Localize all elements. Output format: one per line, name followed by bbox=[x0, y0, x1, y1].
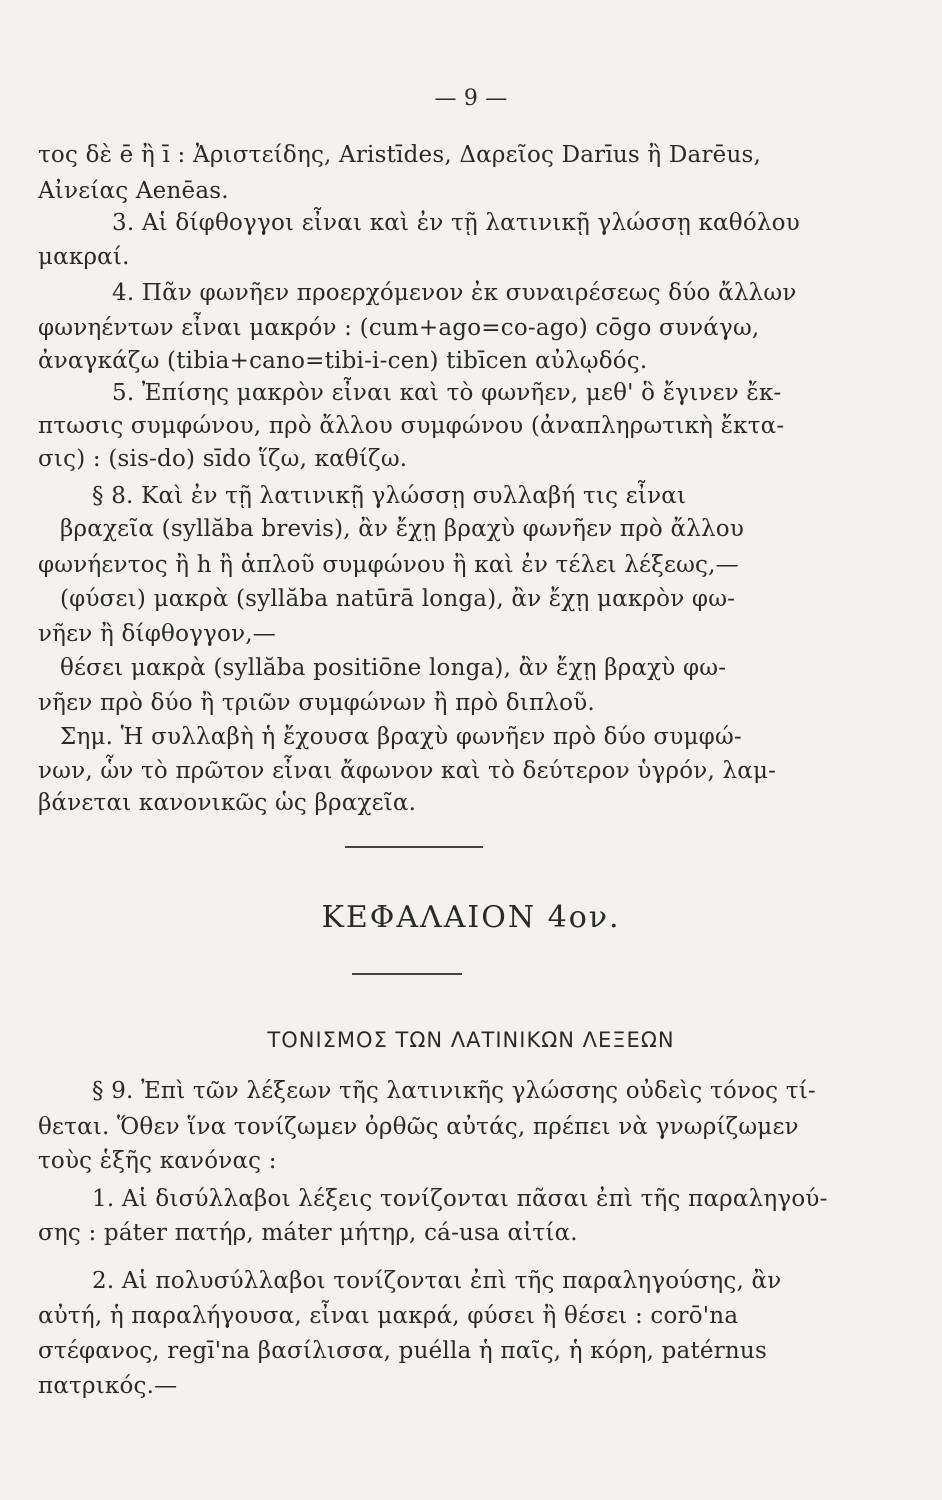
text-line: νῆεν πρὸ δύο ἢ τριῶν συμφώνων ἢ πρὸ διπλοῦ. bbox=[38, 690, 595, 716]
text-line: 2. Αἱ πολυσύλλαβοι τονίζονται ἐπὶ τῆς παραληγούσης, ἂν bbox=[92, 1268, 782, 1294]
text-line: 5. Ἐπίσης μακρὸν εἶναι καὶ τὸ φωνῆεν, μεθ' ὃ ἔγινεν ἔκ- bbox=[112, 380, 782, 406]
chapter-title: ΚΕΦΑΛΑΙΟΝ 4ον. bbox=[321, 900, 621, 935]
text-line: 1. Αἱ δισύλλαβοι λέξεις τονίζονται πᾶσαι ἐπὶ τῆς παραληγού- bbox=[92, 1186, 828, 1212]
text-line: § 9. Ἐπὶ τῶν λέξεων τῆς λατινικῆς γλώσσης οὐδεὶς τόνος τί- bbox=[92, 1078, 816, 1104]
text-line: 3. Αἱ δίφθογγοι εἶναι καὶ ἐν τῇ λατινικῇ γλώσσῃ καθόλου bbox=[112, 210, 800, 236]
text-line: τοὺς ἑξῆς κανόνας : bbox=[38, 1148, 277, 1174]
text-line: ἀναγκάζω (tibia+cano=tibi-i-cen) tibīcen αὐλῳδός. bbox=[38, 348, 648, 374]
text-line: Σημ. Ἡ συλλαβὴ ἡ ἔχουσα βραχὺ φωνῆεν πρὸ δύο συμφώ- bbox=[60, 724, 742, 750]
text-line: 4. Πᾶν φωνῆεν προερχόμενον ἐκ συναιρέσεως δύο ἄλλων bbox=[112, 280, 797, 306]
text-line: στέφανος, regī'na βασίλισσα, puélla ἡ παῖς, ἡ κόρη, patérnus bbox=[38, 1338, 767, 1364]
text-line: νῆεν ἢ δίφθογγον,— bbox=[38, 621, 276, 647]
text-line: πατρικός.— bbox=[38, 1373, 178, 1399]
section-title: ΤΟΝΙΣΜΟΣ ΤΩΝ ΛΑΤΙΝΙΚΩΝ ΛΕΞΕΩΝ bbox=[267, 1028, 675, 1052]
text-line: βραχεῖα (syllăba brevis), ἂν ἔχῃ βραχὺ φωνῆεν πρὸ ἄλλου bbox=[60, 516, 744, 542]
text-line: σης : páter πατήρ, máter μήτηρ, cá-usa αἰτία. bbox=[38, 1220, 578, 1246]
text-line: θεται. Ὅθεν ἵνα τονίζωμεν ὀρθῶς αὐτάς, πρέπει νὰ γνωρίζωμεν bbox=[38, 1114, 799, 1140]
divider-rule bbox=[352, 973, 462, 975]
text-line: θέσει μακρὰ (syllăba positiōne longa), ἂν ἔχῃ βραχὺ φω- bbox=[60, 655, 727, 681]
text-line: μακραί. bbox=[38, 244, 130, 270]
text-line: πτωσις συμφώνου, πρὸ ἄλλου συμφώνου (ἀναπληρωτικὴ ἔκτα- bbox=[38, 413, 785, 439]
text-line: φωνηέντων εἶναι μακρόν : (cum+ago=co-ago) cōgo συνάγω, bbox=[38, 315, 760, 341]
text-line: τος δὲ ē ἢ ī : Ἀριστείδης, Aristīdes, Δαρεῖος Darīus ἢ Darēus, bbox=[38, 142, 762, 168]
text-line: βάνεται κανονικῶς ὡς βραχεῖα. bbox=[38, 790, 417, 816]
text-line: σις) : (sis-do) sīdo ἵζω, καθίζω. bbox=[38, 446, 408, 472]
page-number: — 9 — bbox=[434, 86, 508, 111]
text-line: § 8. Καὶ ἐν τῇ λατινικῇ γλώσσῃ συλλαβή τις εἶναι bbox=[92, 483, 687, 509]
text-line: νων, ὧν τὸ πρῶτον εἶναι ἄφωνον καὶ τὸ δεύτερον ὑγρόν, λαμ- bbox=[38, 758, 777, 784]
divider-rule bbox=[345, 846, 483, 848]
text-line: Αἰνείας Aenēas. bbox=[38, 178, 229, 204]
text-line: (φύσει) μακρὰ (syllăba natūrā longa), ἂν ἔχῃ μακρὸν φω- bbox=[60, 586, 736, 612]
text-line: φωνήεντος ἢ h ἢ ἁπλοῦ συμφώνου ἢ καὶ ἐν τέλει λέξεως,— bbox=[38, 552, 739, 578]
text-line: αὐτή, ἡ παραλήγουσα, εἶναι μακρά, φύσει ἢ θέσει : corō'na bbox=[38, 1303, 739, 1329]
